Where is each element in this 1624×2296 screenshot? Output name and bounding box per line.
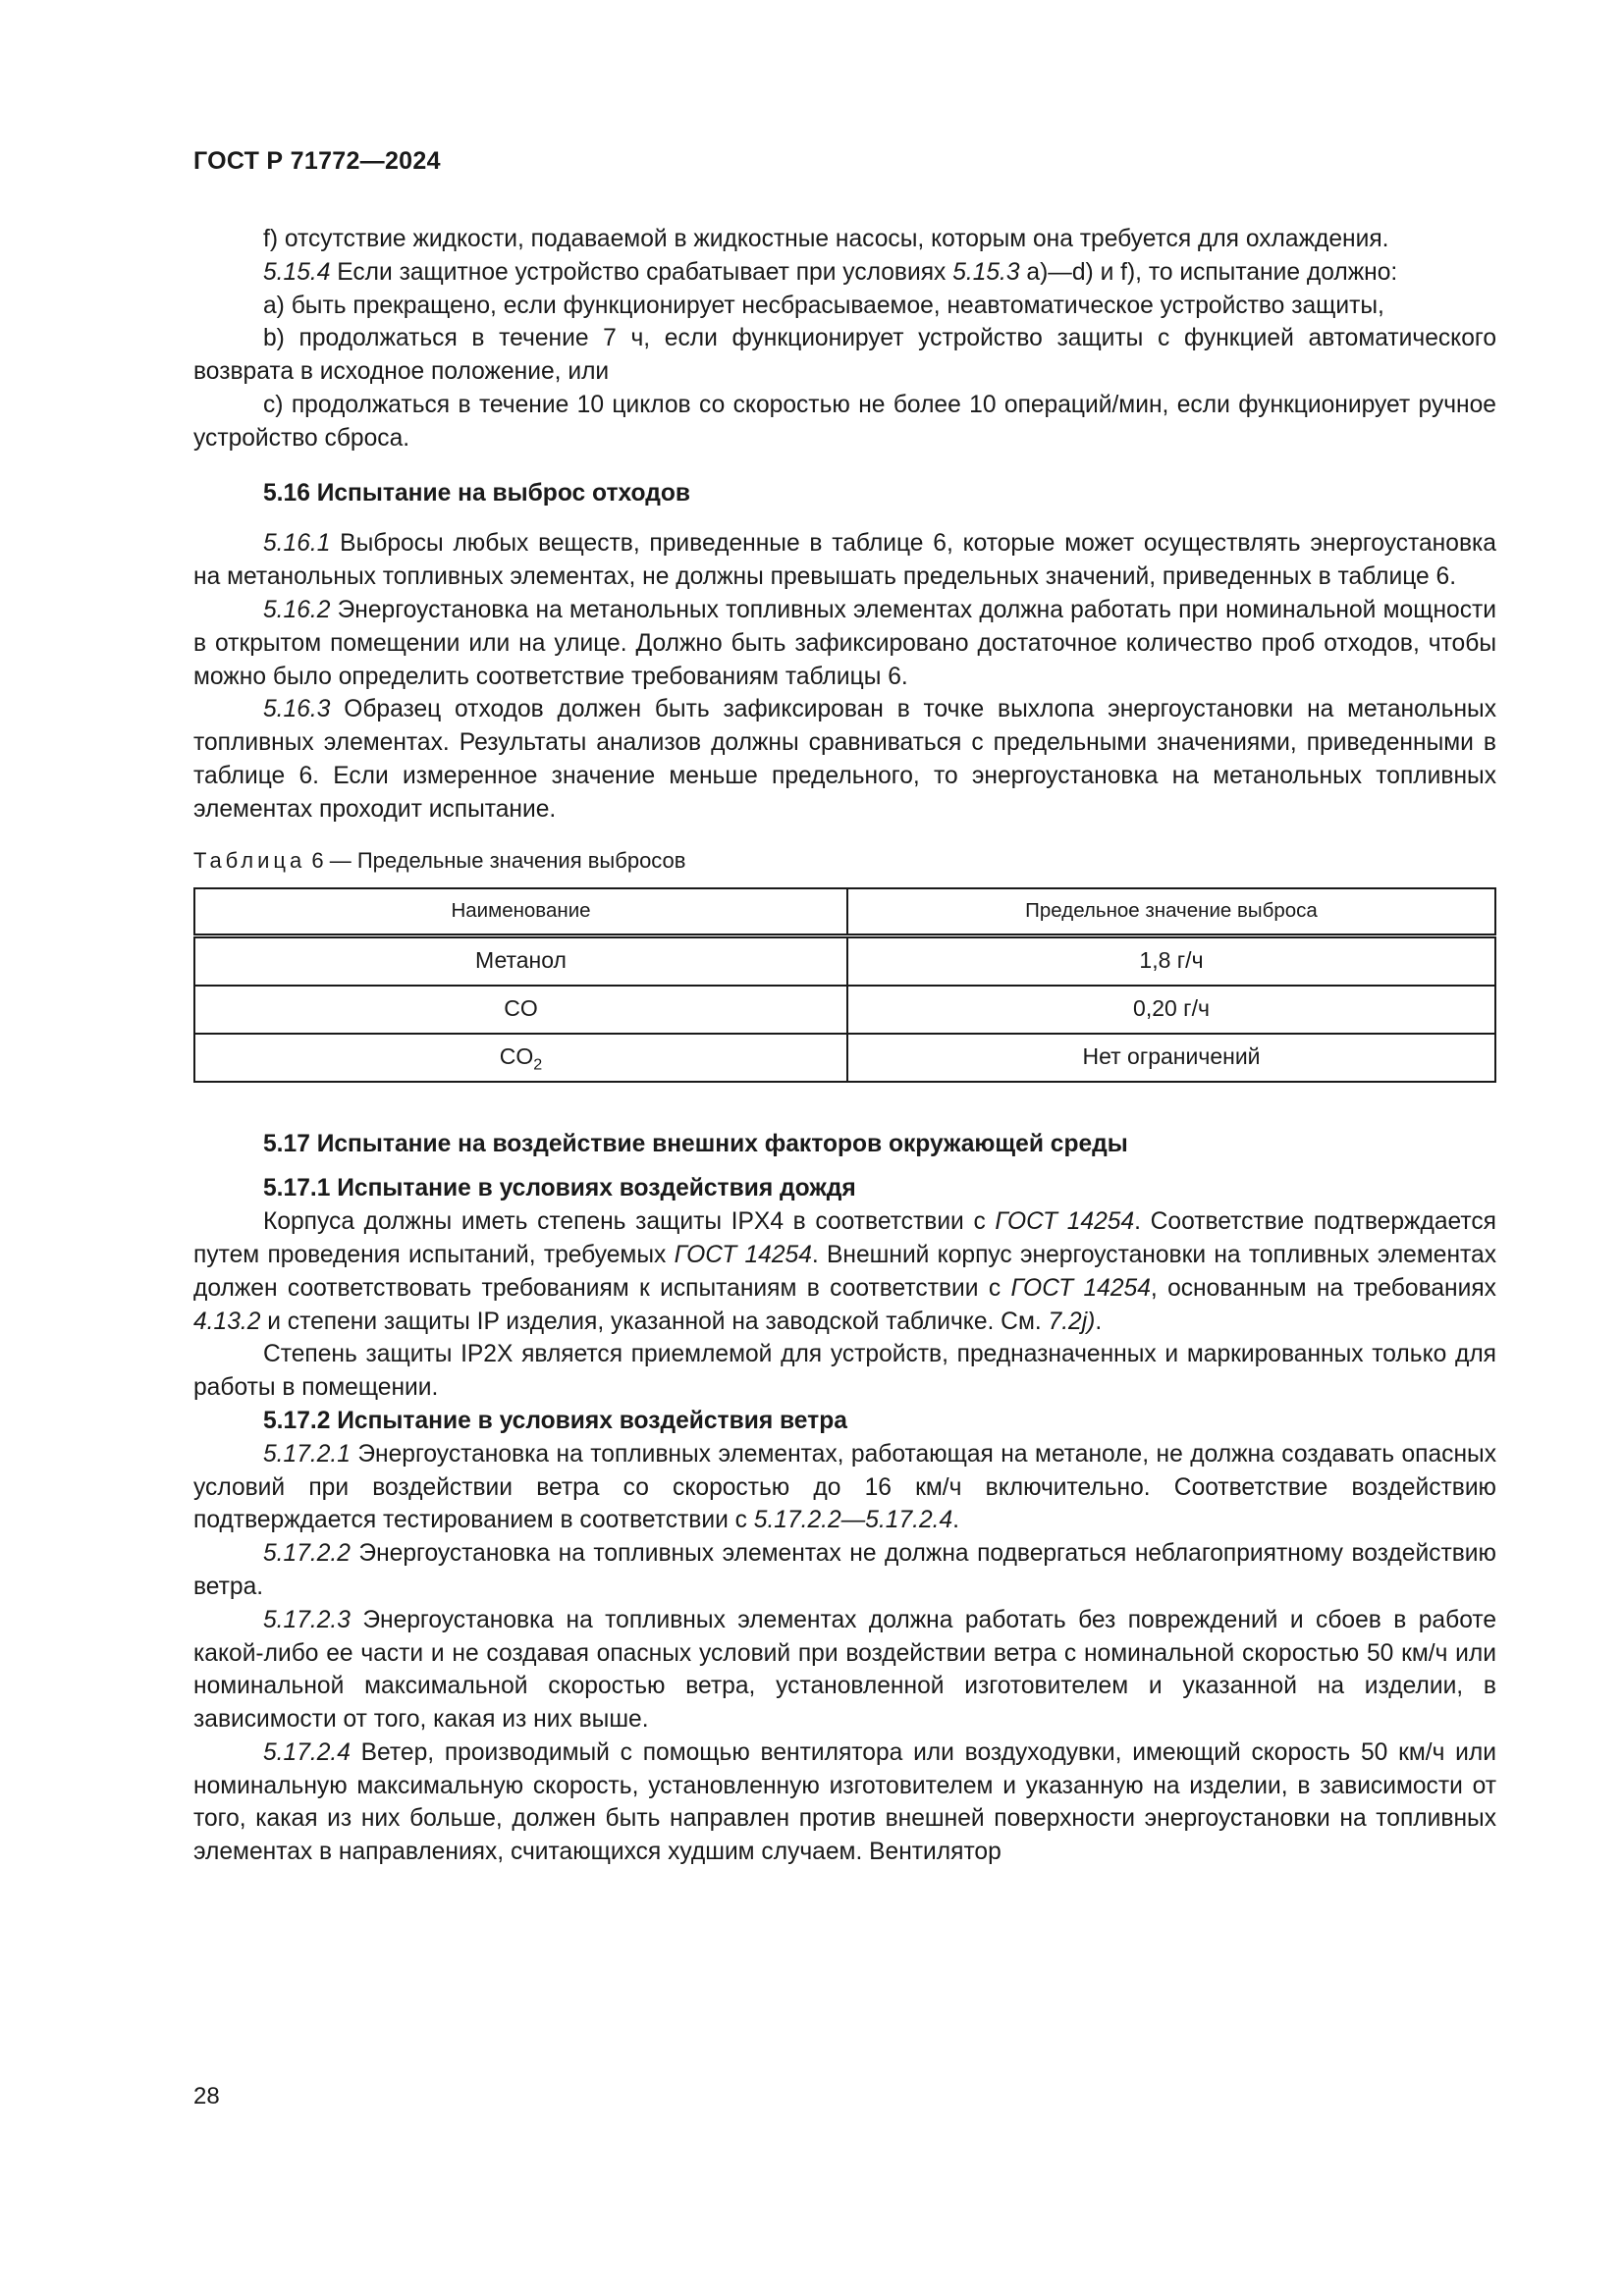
- text: а)—d) и f), то испытание должно:: [1019, 258, 1398, 286]
- column-header-limit: Предельное значение выброса: [847, 888, 1495, 936]
- text: .: [1095, 1308, 1103, 1335]
- emission-limits-table: [193, 887, 1496, 1083]
- text: и степени защиты IP изделия, указанной на заводской табличке. См.: [260, 1308, 1049, 1335]
- text: . Внешний корпус энергоустановки на топливных элементах должен соответствовать требованиям к испытаниям в соответствии с: [193, 1241, 1496, 1302]
- page-number: 28: [193, 2083, 220, 2109]
- subsection-heading-5-17-2: 5.17.2 Испытание в условиях воздействия ветра: [263, 1407, 847, 1434]
- paragraph-5-15-4: [193, 256, 1496, 290]
- table-row: [194, 1034, 1495, 1082]
- text: .: [952, 1507, 959, 1534]
- limit-value: Нет ограничений: [847, 1034, 1495, 1082]
- paragraph-5-17-2-4: [193, 1736, 1496, 1869]
- text: Энергоустановка на топливных элементах должна работать без повреждений и сбоев в работе какой-либо ее части и не создавая опасных условий при воздействии ветра с номинальной скоростью 50 км/ч или номинальной максимальной скоростью ветра, установленной изготовителем и указанной на изделии, в зависимости от того, какая из них выше.: [193, 1606, 1496, 1734]
- paragraph-5-16-3: [193, 693, 1496, 826]
- limit-value: 1,8 г/ч: [847, 935, 1495, 986]
- paragraph-5-17-2-3: [193, 1604, 1496, 1736]
- text: Энергоустановка на топливных элементах не должна подвергаться неблагоприятному воздействию ветра.: [193, 1540, 1496, 1600]
- standard-reference: ГОСТ 14254: [995, 1208, 1135, 1236]
- text: Энергоустановка на метанольных топливных элементах должна работать при номинальной мощности в открытом помещении или на улице. Должно быть зафиксировано достаточное количество проб отходов, чтобы можно было определить соответствие требованиям таблицы 6.: [193, 596, 1496, 690]
- paragraph-rain-1: [193, 1205, 1496, 1338]
- document-header: ГОСТ Р 71772—2024: [193, 147, 441, 175]
- clause-number: 5.16.1: [263, 530, 331, 558]
- table-header-row: [194, 888, 1495, 936]
- clause-reference: 5.17.2.2—5.17.2.4: [753, 1507, 953, 1534]
- text: Энергоустановка на топливных элементах, работающая на метаноле, не должна создавать опасных условий при воздействии ветра со скоростью до 16 км/ч включительно. Соответствие воздействию подтверждается тестированием в соответствии с: [193, 1440, 1496, 1534]
- clause-number: 5.17.2.2: [263, 1540, 351, 1568]
- text: . Соответствие подтверждается путем проведения испытаний, требуемых: [193, 1208, 1496, 1268]
- table-caption: [193, 844, 1496, 876]
- table-row: [194, 935, 1495, 986]
- table-row: [194, 986, 1495, 1034]
- section-heading-5-16: 5.16 Испытание на выброс отходов: [263, 479, 691, 507]
- formula-subscript: 2: [533, 1055, 543, 1074]
- item-c: c) продолжаться в течение 10 циклов со скоростью не более 10 операций/мин, если функционирует ручное устройство сброса.: [193, 391, 1496, 452]
- text: , основанным на требованиях: [1150, 1274, 1496, 1302]
- substance-name: [194, 1034, 847, 1082]
- formula-base: CO: [499, 1043, 534, 1070]
- column-header-name: Наименование: [194, 888, 847, 936]
- standard-reference: ГОСТ 14254: [1010, 1274, 1151, 1302]
- paragraph-5-17-2-1: [193, 1438, 1496, 1537]
- paragraph-5-17-2-2: [193, 1537, 1496, 1604]
- clause-number: 5.17.2.1: [263, 1440, 351, 1468]
- subsection-heading-5-17-1: 5.17.1 Испытание в условиях воздействия дождя: [263, 1175, 856, 1202]
- item-f: f) отсутствие жидкости, подаваемой в жидкостные насосы, которым она требуется для охлаждения.: [263, 226, 1389, 252]
- standard-reference: ГОСТ 14254: [674, 1241, 812, 1268]
- text: Корпуса должны иметь степень защиты IPX4 в соответствии с: [263, 1208, 996, 1236]
- clause-number: 5.17.2.4: [263, 1738, 351, 1766]
- clause-reference: 4.13.2: [193, 1308, 261, 1335]
- clause-number: 5.15.4: [263, 258, 331, 286]
- clause-number: 5.16.2: [263, 596, 331, 623]
- item-b: b) продолжаться в течение 7 ч, если функционирует устройство защиты с функцией автоматического возврата в исходное положение, или: [193, 325, 1496, 386]
- text: Образец отходов должен быть зафиксирован в точке выхлопа энергоустановки на метанольных топливных элементах. Результаты анализов должны сравниваться с предельными значениями, приведенными в таблице 6. Если измеренное значение меньше предельного, то энергоустановка на метанольных топливных элементах проходит испытание.: [193, 696, 1496, 823]
- limit-value: 0,20 г/ч: [847, 986, 1495, 1034]
- caption-text: 6 — Предельные значения выбросов: [305, 847, 686, 873]
- paragraph-5-16-1: [193, 527, 1496, 594]
- page-body: [193, 223, 1496, 1869]
- paragraph-rain-2: Степень защиты IP2X является приемлемой для устройств, предназначенных и маркированных только для работы в помещении.: [193, 1341, 1496, 1402]
- text: Ветер, производимый с помощью вентилятора или воздуходувки, имеющий скорость 50 км/ч или номинальную максимальную скорость, установленную изготовителем и указанную на изделии, в зависимости от того, какая из них больше, должен быть направлен против внешней поверхности энергоустановки на топливных элементах в направлениях, считающихся худшим случаем. Вентилятор: [193, 1738, 1496, 1866]
- section-heading-5-17: 5.17 Испытание на воздействие внешних факторов окружающей среды: [263, 1130, 1128, 1157]
- paragraph-5-16-2: [193, 594, 1496, 693]
- caption-word: Таблица: [193, 847, 306, 873]
- text: Если защитное устройство срабатывает при условиях: [330, 258, 953, 286]
- text: Выбросы любых веществ, приведенные в таблице 6, которые может осуществлять энергоустановка на метанольных топливных элементах, не должны превышать предельных значений, приведенных в таблице 6.: [193, 530, 1496, 591]
- clause-number: 5.17.2.3: [263, 1606, 351, 1633]
- clause-reference: 5.15.3: [952, 258, 1020, 286]
- clause-reference: 7.2j): [1048, 1308, 1096, 1335]
- clause-number: 5.16.3: [263, 696, 331, 723]
- substance-name: Метанол: [194, 935, 847, 986]
- substance-name: CO: [194, 986, 847, 1034]
- item-a: a) быть прекращено, если функционирует несбрасываемое, неавтоматическое устройство защиты,: [263, 292, 1384, 319]
